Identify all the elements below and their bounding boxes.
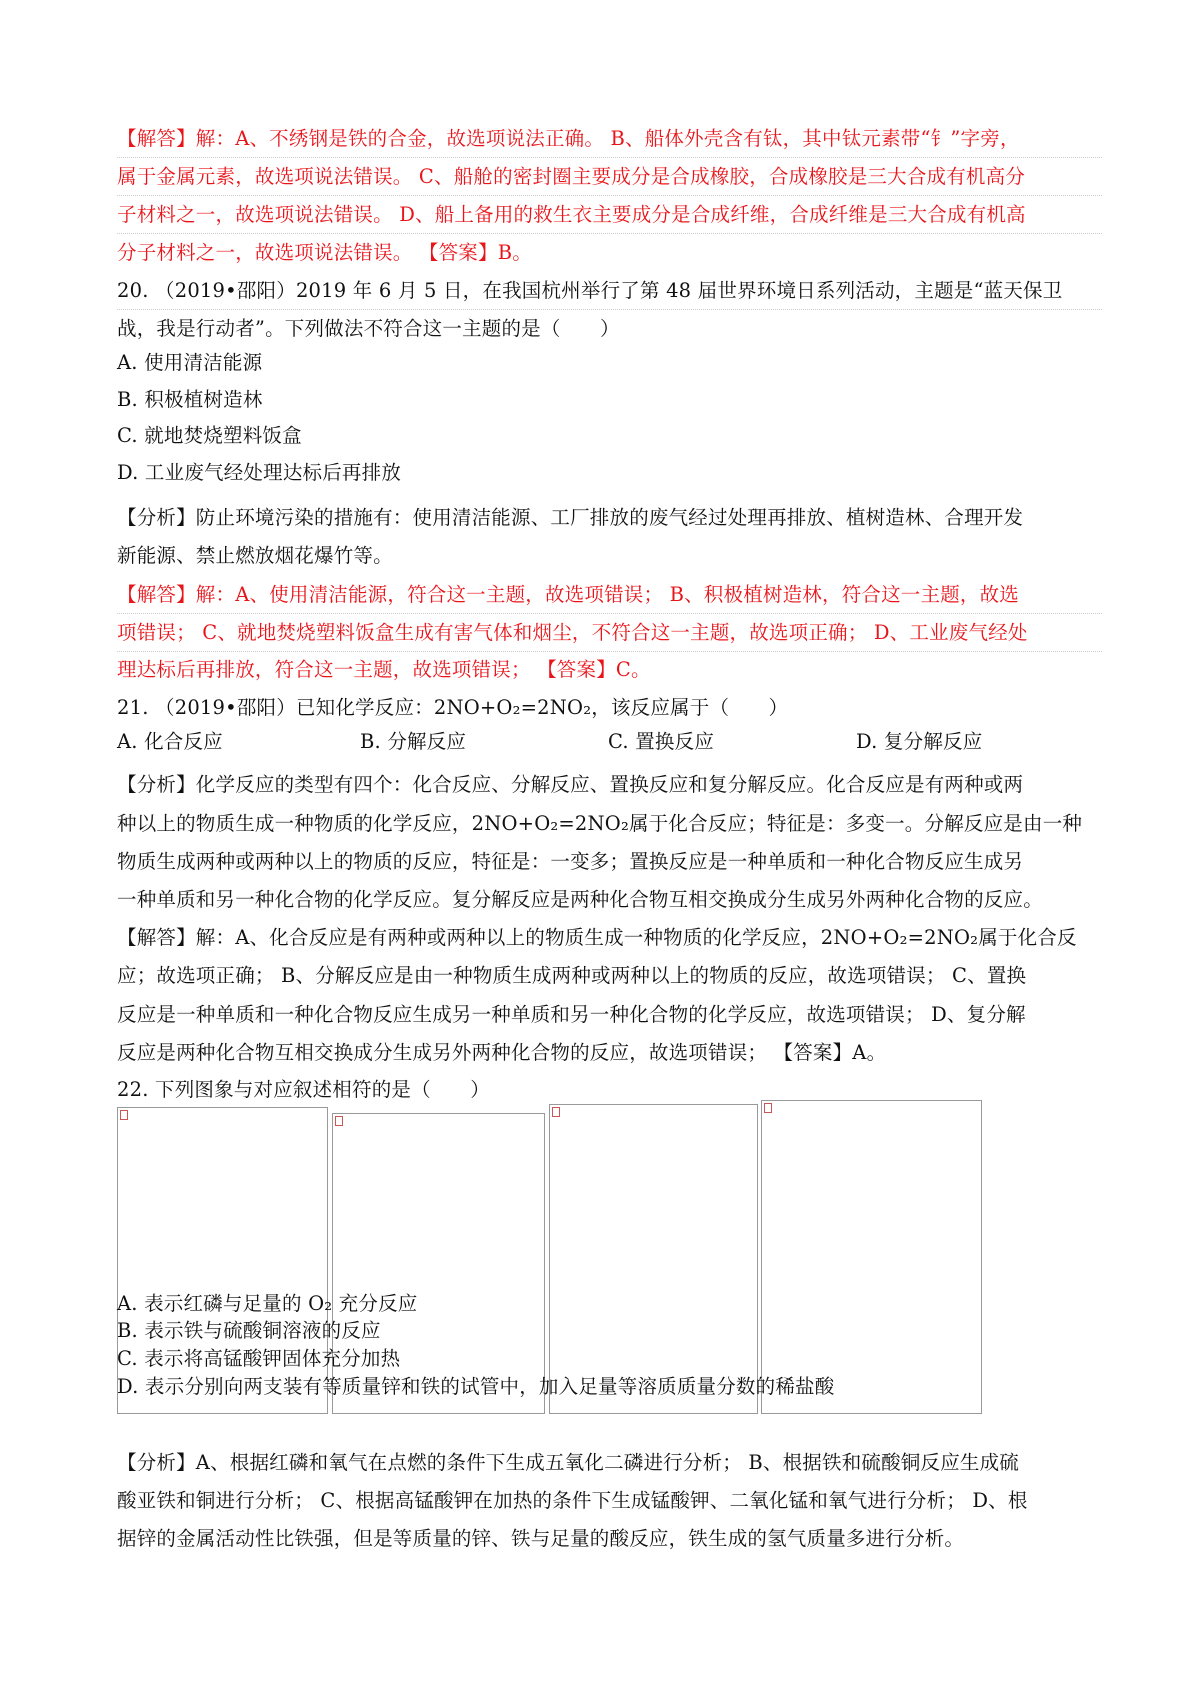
q22-analysis-line: 据锌的金属活动性比铁强，但是等质量的锌、铁与足量的酸反应，铁生成的氢气质量多进行分析。 [117,1527,965,1550]
q21-stem: 21. （2019•邵阳）已知化学反应：2NO+O₂=2NO₂，该反应属于（ ） [117,696,789,719]
q20-option-c: C. 就地焚烧塑料饭盒 [117,424,302,447]
q21-analysis-line: 【分析】化学反应的类型有四个：化合反应、分解反应、置换反应和复分解反应。化合反应是有两种或两 [117,773,1024,796]
q21-option-a: A. 化合反应 [117,730,223,753]
q21-analysis-line: 种以上的物质生成一种物质的化学反应，2NO+O₂=2NO₂属于化合反应；特征是：多变一。分解反应是由一种 [117,812,1083,835]
q21-option-b: B. 分解反应 [360,730,467,753]
q20-solution-line: 项错误； C、就地焚烧塑料饭盒生成有害气体和烟尘，不符合这一主题，故选项正确； D、工业废气经处 [117,621,1102,652]
q22-option-d: D. 表示分别向两支装有等质量锌和铁的试管中，加入足量等溶质质量分数的稀盐酸 [117,1375,835,1398]
q20-solution-line: 理达标后再排放，符合这一主题，故选项错误； 【答案】C。 [117,658,651,681]
q20-stem-line: 战，我是行动者”。下列做法不符合这一主题的是（ ） [117,317,620,340]
q20-analysis-line: 新能源、禁止燃放烟花爆竹等。 [117,544,393,567]
q19-solution-line: 属于金属元素，故选项说法错误。 C、船舱的密封圈主要成分是合成橡胶，合成橡胶是三大合成有机高分 [117,165,1102,196]
q22-analysis-line: 酸亚铁和铜进行分析； C、根据高锰酸钾在加热的条件下生成锰酸钾、二氧化锰和氧气进行分析； D、根 [117,1489,1028,1512]
q22-stem: 22. 下列图象与对应叙述相符的是（ ） [117,1078,490,1101]
q21-solution-line: 应；故选项正确； B、分解反应是由一种物质生成两种或两种以上的物质的反应，故选项错误； C、置换 [117,964,1027,987]
q21-solution-line: 反应是一种单质和一种化合物反应生成另一种单质和另一种化合物的化学反应，故选项错误； D、复分解 [117,1003,1026,1026]
q19-solution-line: 【解答】解：A、不绣钢是铁的合金，故选项说法正确。 B、船体外壳含有钛，其中钛元素带“钅”字旁， [117,127,1102,158]
broken-image-icon [552,1107,560,1117]
q20-solution-line: 【解答】解：A、使用清洁能源，符合这一主题，故选项错误； B、积极植树造林，符合这一主题，故选 [117,583,1102,614]
q19-solution-line: 分子材料之一，故选项说法错误。 【答案】B。 [117,241,532,264]
q20-option-d: D. 工业废气经处理达标后再排放 [117,461,402,484]
q21-option-d: D. 复分解反应 [856,730,983,753]
q20-analysis-line: 【分析】防止环境污染的措施有：使用清洁能源、工厂排放的废气经过处理再排放、植树造林、合理开发 [117,506,1024,529]
q22-option-c: C. 表示将高锰酸钾固体充分加热 [117,1347,401,1370]
broken-image-icon [335,1116,343,1126]
q20-option-b: B. 积极植树造林 [117,388,263,411]
q20-option-a: A. 使用清洁能源 [117,351,263,374]
q21-option-c: C. 置换反应 [608,730,715,753]
broken-image-icon [764,1103,772,1113]
q19-solution-line: 子材料之一，故选项说法错误。 D、船上备用的救生衣主要成分是合成纤维，合成纤维是三大合成有机高 [117,203,1102,234]
q21-analysis-line: 一种单质和另一种化合物的化学反应。复分解反应是两种化合物互相交换成分生成另外两种化合物的反应。 [117,888,1043,911]
q21-solution-line: 【解答】解：A、化合反应是有两种或两种以上的物质生成一种物质的化学反应，2NO+O₂=2NO₂属于化合反 [117,926,1077,949]
q22-analysis-line: 【分析】A、根据红磷和氧气在点燃的条件下生成五氧化二磷进行分析； B、根据铁和硫酸铜反应生成硫 [117,1451,1020,1474]
q21-solution-line: 反应是两种化合物互相交换成分生成另外两种化合物的反应，故选项错误； 【答案】A。 [117,1041,887,1064]
broken-image-icon [120,1110,128,1120]
q21-analysis-line: 物质生成两种或两种以上的物质的反应，特征是：一变多；置换反应是一种单质和一种化合物反应生成另 [117,850,1024,873]
q20-stem-line: 20. （2019•邵阳）2019 年 6 月 5 日，在我国杭州举行了第 48 届世界环境日系列活动，主题是“蓝天保卫 [117,279,1102,310]
q22-option-b: B. 表示铁与硫酸铜溶液的反应 [117,1319,381,1342]
q22-option-a: A. 表示红磷与足量的 O₂ 充分反应 [117,1292,418,1315]
